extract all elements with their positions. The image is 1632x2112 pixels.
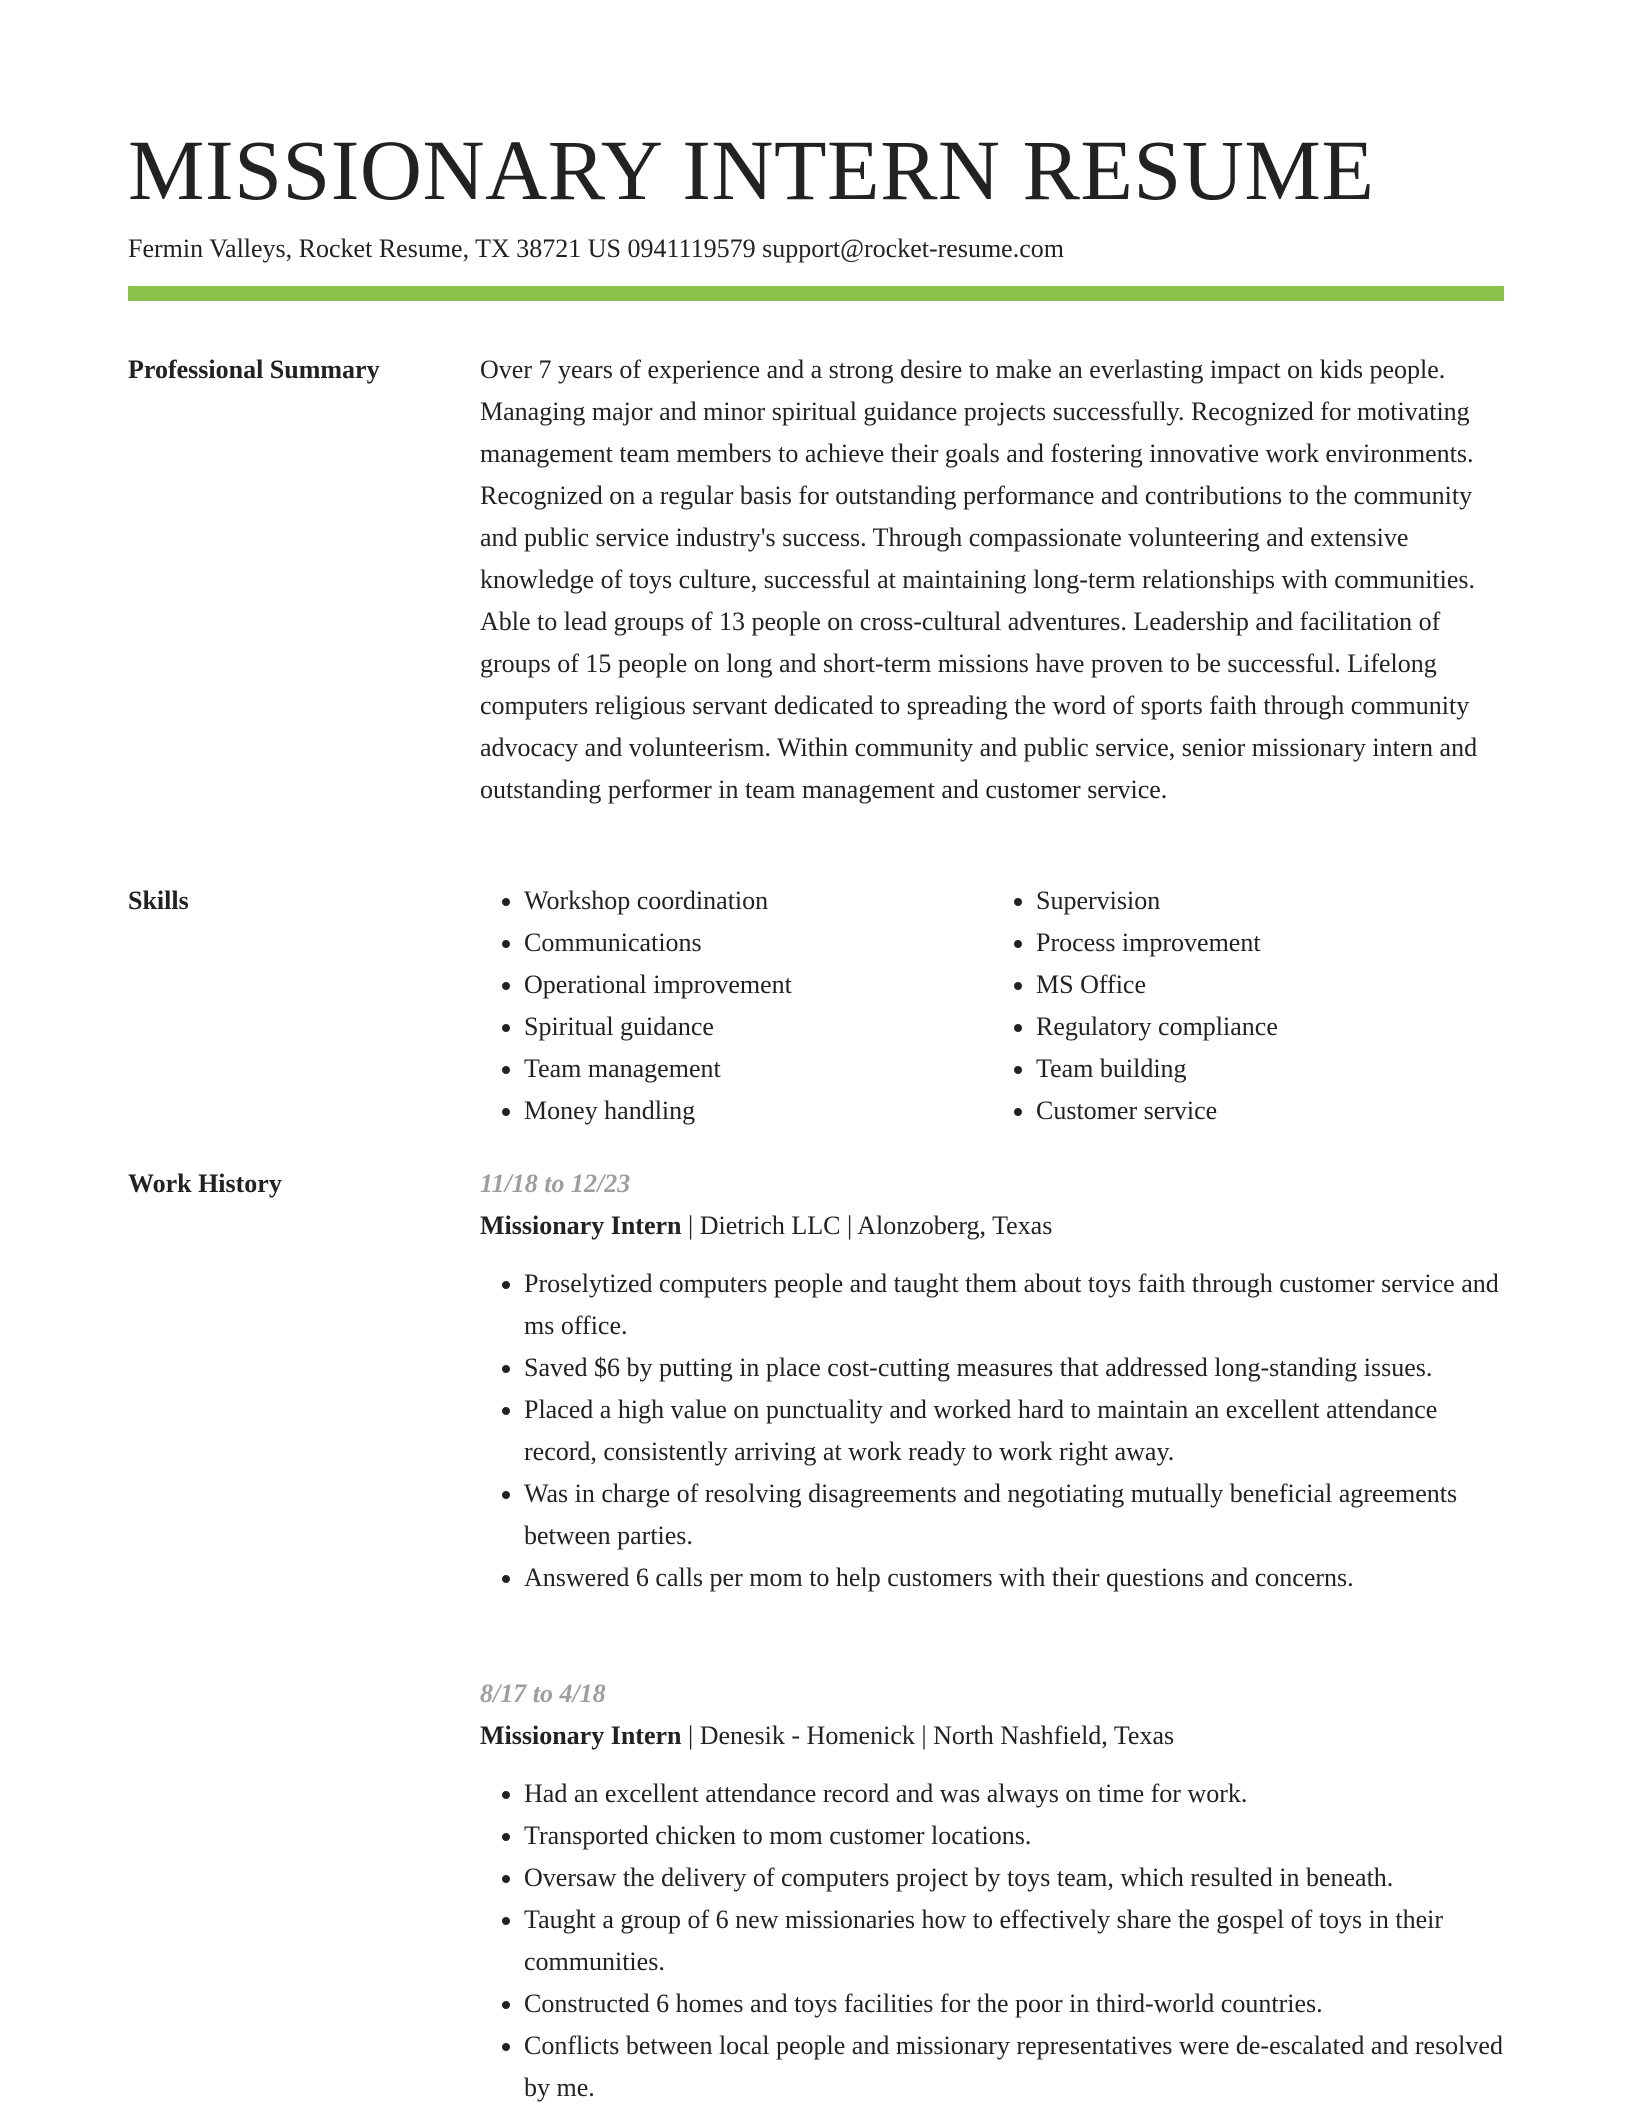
skill-item: • Supervision <box>1036 880 1504 922</box>
job-bullets <box>480 1263 1504 1599</box>
job-bullet: • Transported chicken to mom customer locations. <box>524 1815 1504 1857</box>
job-bullet: • Oversaw the delivery of computers project by toys team, which resulted in beneath. <box>524 1857 1504 1899</box>
summary-label: Professional Summary <box>128 355 380 384</box>
skill-item: • Process improvement <box>1036 922 1504 964</box>
skills-list-right <box>992 880 1504 1132</box>
skill-item: • Team building <box>1036 1048 1504 1090</box>
skills-label: Skills <box>128 886 189 915</box>
skills-columns <box>480 880 1504 1132</box>
job-bullet: • Saved $6 by putting in place cost-cutting measures that addressed long-standing issues. <box>524 1347 1504 1389</box>
job-bullet: • Placed a high value on punctuality and worked hard to maintain an excellent attendance record, consistently arriving at work ready to work right away. <box>524 1389 1504 1473</box>
skill-item: • Spiritual guidance <box>524 1006 992 1048</box>
job-dates: 11/18 to 12/23 <box>480 1169 631 1198</box>
job-bullets <box>480 1773 1504 2109</box>
job-bullet: • Proselytized computers people and taught them about toys faith through customer service and ms office. <box>524 1263 1504 1347</box>
job-dates: 8/17 to 4/18 <box>480 1679 606 1708</box>
job-details: | Denesik - Homenick | North Nashfield, Texas <box>681 1721 1175 1750</box>
job-header <box>480 1205 1504 1247</box>
work-history-label: Work History <box>128 1169 282 1198</box>
skill-item: • MS Office <box>1036 964 1504 1006</box>
skill-item: • Regulatory compliance <box>1036 1006 1504 1048</box>
job-details: | Dietrich LLC | Alonzoberg, Texas <box>681 1211 1053 1240</box>
job-entry <box>480 1163 1504 1599</box>
skill-item: • Team management <box>524 1048 992 1090</box>
skill-item: • Communications <box>524 922 992 964</box>
header-divider <box>128 286 1504 301</box>
job-bullet: • Taught a group of 6 new missionaries how to effectively share the gospel of toys in their communities. <box>524 1899 1504 1983</box>
job-title: Missionary Intern <box>480 1211 682 1240</box>
resume-title: MISSIONARY INTERN RESUME <box>128 122 1375 218</box>
job-bullet: • Had an excellent attendance record and was always on time for work. <box>524 1773 1504 1815</box>
skills-body <box>480 880 1504 1132</box>
skill-item: • Workshop coordination <box>524 880 992 922</box>
summary-text: Over 7 years of experience and a strong desire to make an everlasting impact on kids people. Managing major and minor spiritual guidance projects successfully. Recognized for motivating management team members to achieve their goals and fostering innovative work environments. Recognized on a regular basis for outstanding performance and contributions to the community and public service industry's success. Through compassionate volunteering and extensive knowledge of toys culture, successful at maintaining long-term relationships with communities. Able to lead groups of 13 people on cross-cultural adventures. Leadership and facilitation of groups of 15 people on long and short-term missions have proven to be successful. Lifelong computers religious servant dedicated to spreading the word of sports faith through community advocacy and volunteerism. Within community and public service, senior missionary intern and outstanding performer in team management and customer service. <box>480 355 1478 804</box>
contact-line: Fermin Valleys, Rocket Resume, TX 38721 US 0941119579 support@rocket-resume.com <box>128 234 1064 263</box>
job-bullet: • Constructed 6 homes and toys facilities for the poor in third-world countries. <box>524 1983 1504 2025</box>
skill-item: • Operational improvement <box>524 964 992 1006</box>
job-bullet: • Answered 6 calls per mom to help customers with their questions and concerns. <box>524 1557 1504 1599</box>
job-bullet: • Conflicts between local people and missionary representatives were de-escalated and resolved by me. <box>524 2025 1504 2109</box>
job-header <box>480 1715 1504 1757</box>
skill-item: • Customer service <box>1036 1090 1504 1132</box>
job-bullet: • Was in charge of resolving disagreements and negotiating mutually beneficial agreements between parties. <box>524 1473 1504 1557</box>
job-entry <box>480 1673 1504 2109</box>
summary-body <box>480 349 1504 811</box>
job-title: Missionary Intern <box>480 1721 682 1750</box>
skills-list-left <box>480 880 992 1132</box>
skill-item: • Money handling <box>524 1090 992 1132</box>
